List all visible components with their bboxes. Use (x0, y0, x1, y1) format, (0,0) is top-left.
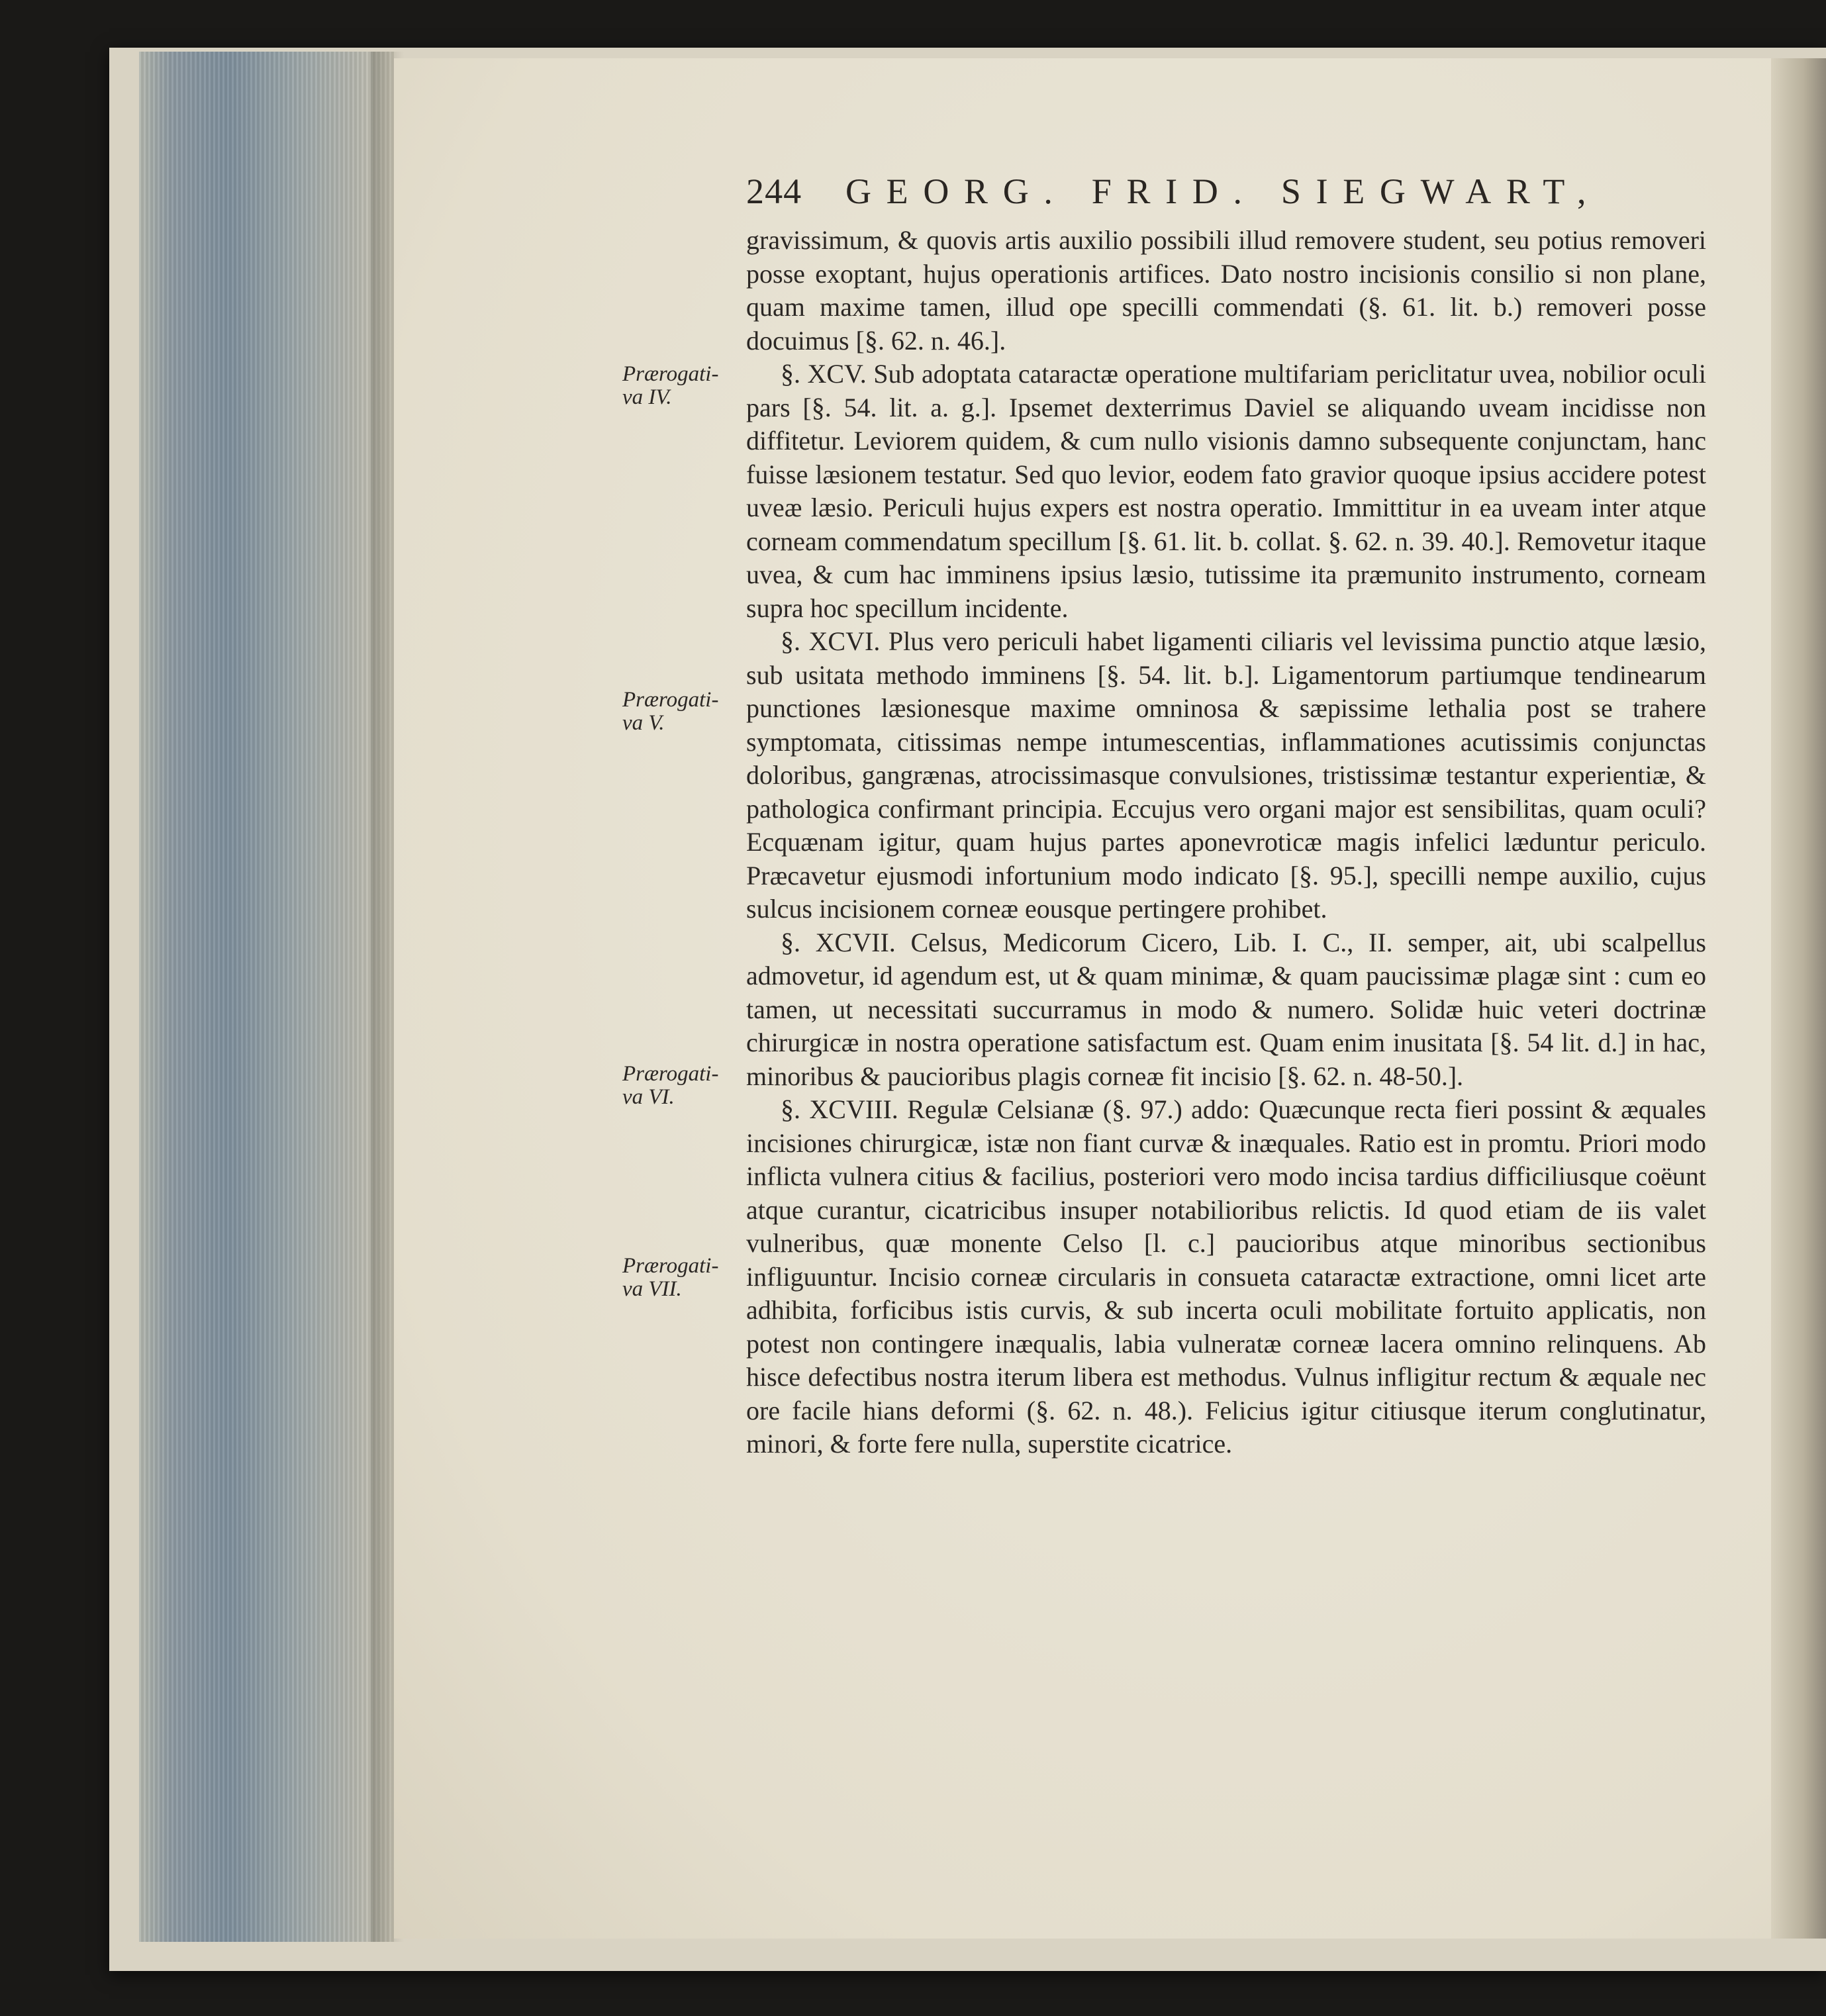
margin-note-line: va V. (622, 711, 665, 735)
running-header (746, 171, 1700, 217)
paragraph-section-xcviii: §. XCVIII. Regulæ Celsianæ (§. 97.) addo: Quæcunque recta fieri possint & æquales incisiones chirurgicæ, istæ non fiant curvæ & inæquales. Ratio est in promtu. Priori modo inflicta vulnera citius & facilius, posteriori vero modo incisa tardius difficiliusque coëunt atque curantur, cicatricibus insuper notabilioribus relictis. Id quod etiam de iis valet vulneribus, quæ monente Celso [l. c.] paucioribus atque minoribus sectionibus infliguuntur. Incisio corneæ circularis in consueta cataractæ extractione, omni licet arte adhibita, forficibus istis curvis, & sub incerta oculi mobilitate fortuito applicatis, non potest non contingere inæqualis, labia vulneratæ corneæ lacera omnino relinquens. Ab hisce defectibus nostra iterum libera est methodus. Vulnus infligitur rectum & æquale nec ore facile hians deformi (§. 62. n. 48.). Felicius igitur citiusque iterum conglutinatur, minori, & forte fere nulla, superstite cicatrice. (746, 1094, 1706, 1459)
margin-note-line: Prærogati- (622, 362, 719, 386)
page-block-fore-edge (139, 52, 394, 1942)
paragraph-continuation: gravissimum, & quovis artis auxilio possibili illud removere student, seu potius removeri posse exoptant, hujus operationis artifices. Dato nostro incisionis consilio si non plane, quam maxime tamen, illud ope specilli commendati (§. 61. lit. b.) removeri posse docuimus [§. 62. n. 46.]. (746, 225, 1706, 356)
binding-gutter (1771, 58, 1826, 1939)
margin-note-line: va VI. (622, 1085, 675, 1109)
margin-note (622, 1255, 735, 1301)
margin-note-line: va IV. (622, 385, 672, 409)
margin-note-line: Prærogati- (622, 1062, 719, 1086)
margin-note-line: Prærogati- (622, 1254, 719, 1278)
running-title: GEORG. FRID. SIEGWART, (845, 171, 1602, 211)
page-body-text (746, 224, 1706, 1461)
paragraph-section-xcvi: §. XCVI. Plus vero periculi habet ligamenti ciliaris vel levissima punctio atque læsio, sub usitata methodo imminens [§. 54. lit. b.]. Ligamentorum partiumque tendinearum punctiones læsionesque maxime omninosa & sæpissime lethalia post se trahere symptomata, citissimas nempe intumescentias, inflammationes acutissimis conjunctas doloribus, gangrænas, atrocissimasque convulsiones, tristissimæ testantur experientiæ, & pathologica confirmant principia. Eccujus vero organi major est sensibilitas, quam oculi? Ecquænam igitur, quam hujus partes aponevroticæ magis infelici læduntur periculo. Præcavetur ejusmodi infortunium modo indicato [§. 95.], specilli nempe auxilio, cujus sulcus incisionem corneæ eousque pertingere prohibet. (746, 626, 1706, 924)
margin-note-line: va VII. (622, 1277, 682, 1301)
margin-note (622, 363, 735, 409)
page-number: 244 (746, 171, 802, 211)
paragraph-section-xcv: §. XCV. Sub adoptata cataractæ operatione multifariam periclitatur uvea, nobilior oculi pars [§. 54. lit. a. g.]. Ipsemet dexterrimus Daviel se aliquando uveam incidisse non diffitetur. Leviorem quidem, & cum nullo visionis damno subsequente conjunctam, hanc fuisse læsionem testatur. Sed quo levior, eodem fato gravior quoque ipsius accidere potest uveæ læsio. Periculi hujus expers est nostra operatio. Immittitur in ea uveam inter atque corneam commendatum specillum [§. 61. lit. b. collat. §. 62. n. 39. 40.]. Removetur itaque uvea, & cum hac imminens ipsius læsio, tutissime ita præmunito instrumento, corneam supra hoc specillum incidente. (746, 359, 1706, 623)
margin-note (622, 1063, 735, 1109)
paragraph-section-xcvii: §. XCVII. Celsus, Medicorum Cicero, Lib. I. C., II. semper, ait, ubi scalpellus admovetur, id agendum est, ut & quam minimæ, & quam paucissimæ plagæ sint : cum eo tamen, ut necessitati succurramus in modo & numero. Solidæ huic veteri doctrinæ chirurgicæ in nostra operatione satisfactum est. Quam enim inusitata [§. 54 lit. d.] in hac, minoribus & paucioribus plagis corneæ fit incisio [§. 62. n. 48-50.]. (746, 927, 1706, 1091)
margin-note-line: Prærogati- (622, 688, 719, 712)
margin-note (622, 689, 735, 735)
